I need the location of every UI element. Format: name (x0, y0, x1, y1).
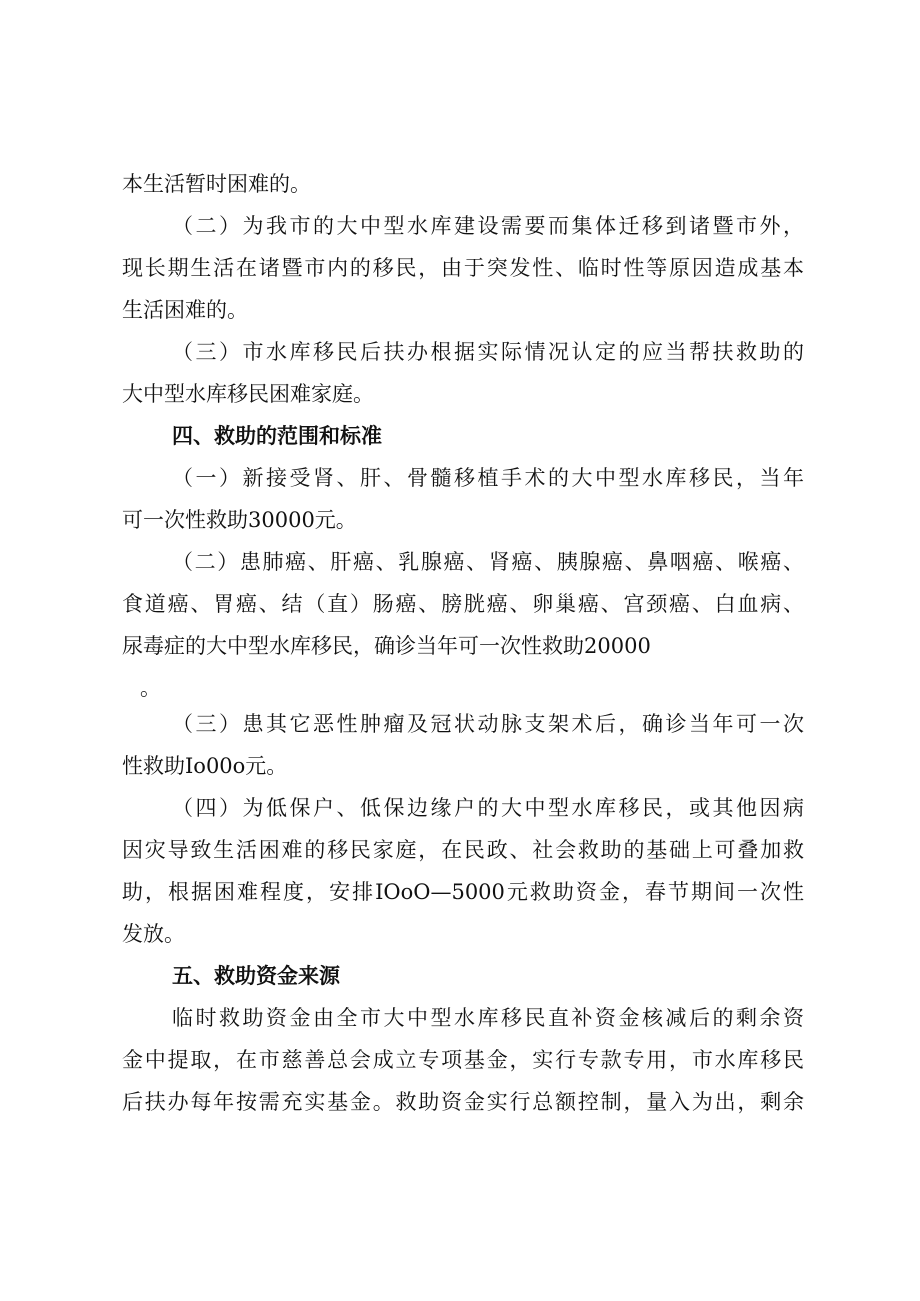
section-heading: 五、救助资金来源 (172, 964, 340, 988)
text-line: 金中提取，在市慈善总会成立专项基金，实行专款专用，市水库移民 (122, 1048, 804, 1072)
text-line: （二）为我市的大中型水库建设需要而集体迁移到诸暨市外， (172, 214, 804, 238)
text-line: 本生活暂时困难的。 (122, 172, 311, 196)
section-heading: 四、救助的范围和标准 (172, 424, 382, 448)
text-line: 因灾导致生活困难的移民家庭，在民政、社会救助的基础上可叠加救 (122, 838, 804, 862)
text-line: （一）新接受肾、肝、骨髓移植手术的大中型水库移民，当年 (172, 466, 804, 490)
text-line: （三）患其它恶性肿瘤及冠状动脉支架术后，确诊当年可一次 (172, 712, 804, 736)
text-line: （二）患肺癌、肝癌、乳腺癌、肾癌、胰腺癌、鼻咽癌、喉癌、 (172, 550, 804, 574)
text-line: （四）为低保户、低保边缘户的大中型水库移民，或其他因病 (172, 796, 804, 820)
text-line: 大中型水库移民困难家庭。 (122, 382, 374, 406)
text-line: 临时救助资金由全市大中型水库移民直补资金核减后的剩余资 (172, 1006, 804, 1030)
text-line: 后扶办每年按需充实基金。救助资金实行总额控制，量入为出，剩余 (122, 1090, 804, 1114)
text-line: 性救助Io00o元。 (122, 754, 288, 778)
text-line: 现长期生活在诸暨市内的移民，由于突发性、临时性等原因造成基本 (122, 256, 804, 280)
text-line: 发放。 (122, 922, 185, 946)
text-line: 生活困难的。 (122, 298, 248, 322)
text-line: 食道癌、胃癌、结（直）肠癌、膀胱癌、卵巢癌、宫颈癌、白血病、 (122, 592, 804, 616)
text-line: 助，根据困难程度，安排IOoO—5000元救助资金，春节期间一次性 (122, 880, 804, 904)
text-line: 可一次性救助30000元。 (122, 508, 357, 532)
text-line: 。 (140, 676, 161, 700)
text-line: 尿毒症的大中型水库移民，确诊当年可一次性救助20000 (122, 634, 651, 658)
text-line: （三）市水库移民后扶办根据实际情况认定的应当帮扶救助的 (172, 340, 804, 364)
